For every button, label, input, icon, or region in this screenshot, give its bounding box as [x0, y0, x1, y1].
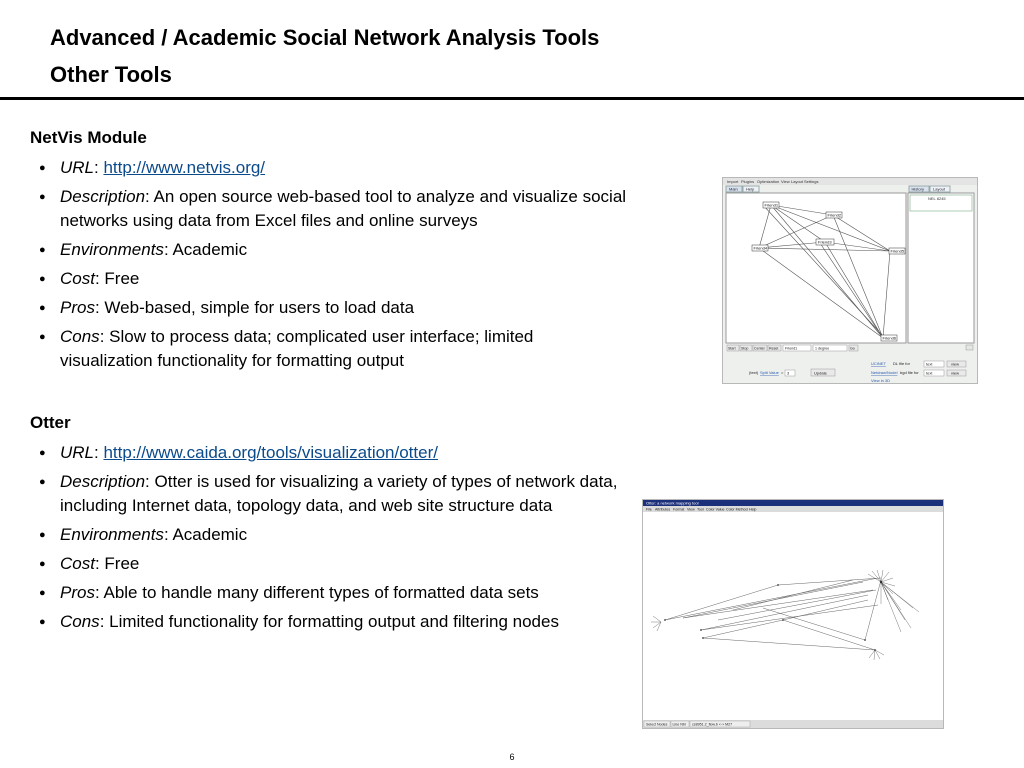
description-text: : Otter is used for visualizing a variety of types of network data, including Internet data, topology data, and web site structure data	[60, 472, 618, 515]
pros-text: : Web-based, simple for users to load data	[94, 298, 415, 317]
split-prefix: (text)	[749, 370, 759, 375]
tab-layout[interactable]: Layout	[933, 186, 946, 192]
split-value-link[interactable]: Split Value	[760, 370, 779, 375]
menu-item[interactable]: Settings	[804, 179, 819, 184]
environments-label: Environments	[60, 240, 164, 259]
menu-item[interactable]: Help	[749, 507, 757, 512]
update-button[interactable]: Update	[814, 370, 827, 376]
netdraw-link[interactable]: Netdraw/Nodel	[871, 370, 898, 375]
url-label: URL	[60, 158, 95, 177]
tab-help[interactable]: Help	[746, 186, 755, 192]
menu-item[interactable]: Color Method	[726, 507, 748, 512]
list-item: ● URL: http://www.caida.org/tools/visualization/otter/	[30, 441, 630, 465]
cons-text: : Limited functionality for formatting output and filtering nodes	[99, 612, 559, 631]
otter-bullet-list	[30, 441, 630, 634]
menu-item[interactable]: View	[781, 179, 790, 184]
menu-item[interactable]: Import	[727, 179, 739, 184]
degree-select[interactable]: 1 degree	[815, 346, 830, 351]
history-item[interactable]: NEL 8245	[928, 196, 946, 201]
menu-item[interactable]: Optimization	[757, 179, 780, 184]
netvis-section	[30, 128, 630, 378]
environments-text: : Academic	[163, 525, 248, 544]
menu-item[interactable]: Format	[673, 507, 685, 512]
list-item: ● URL: http://www.netvis.org/	[30, 156, 630, 180]
description-label: Description	[60, 472, 146, 491]
ucinet-link[interactable]: UCINET	[871, 361, 886, 366]
pros-text: : Able to handle many different types of formatted data sets	[94, 583, 539, 602]
reset-button[interactable]: Reset	[769, 346, 779, 351]
network-node-label: Friend4	[753, 245, 768, 251]
slide-title: Advanced / Academic Social Network Analysis Tools	[50, 25, 600, 50]
cost-text: : Free	[94, 554, 140, 573]
list-item	[30, 185, 630, 233]
cost-label: Cost	[60, 269, 95, 288]
view-button[interactable]: view	[951, 361, 960, 367]
cost-text: : Free	[94, 269, 140, 288]
network-node-label: Friend1	[764, 202, 779, 208]
start-button[interactable]: Start	[728, 346, 736, 351]
list-item	[30, 470, 630, 518]
split-value-select[interactable]: 3	[787, 370, 790, 376]
cons-text: : Slow to process data; complicated user interface; limited visualization functionality for formatting output	[60, 327, 534, 370]
list-item	[30, 523, 630, 547]
menu-item[interactable]: File	[646, 507, 652, 512]
status-mode: Select Nodes	[646, 722, 668, 727]
netvis-screenshot	[722, 177, 978, 384]
section-heading: Otter	[30, 413, 71, 432]
url-label: URL	[60, 443, 95, 462]
export-row-text: bgd file for	[900, 370, 919, 375]
otter-section	[30, 413, 630, 639]
menu-item[interactable]: Color Value	[706, 507, 725, 512]
pros-label: Pros	[60, 298, 95, 317]
list-item	[30, 296, 630, 320]
description-text: : An open source web-based tool to analyze and visualize social networks using data from Excel files and online surveys	[60, 187, 627, 230]
list-item	[30, 267, 630, 291]
network-node-label: Friend5	[890, 248, 905, 254]
menu-item[interactable]: Tool	[697, 507, 704, 512]
node-select[interactable]: Friend1	[785, 346, 798, 351]
environments-label: Environments	[60, 525, 164, 544]
view-button[interactable]: view	[951, 370, 960, 376]
cons-label: Cons	[60, 612, 100, 631]
status-selection: cs8951.2_flow.b <-> M27	[692, 722, 733, 727]
list-item	[30, 581, 630, 605]
menu-item[interactable]: Plugins	[741, 179, 755, 184]
list-item	[30, 552, 630, 576]
otter-window-title: Otter: a network mapping tool	[646, 500, 699, 506]
page-number: 6	[509, 752, 515, 762]
tab-main[interactable]: Main	[729, 186, 738, 192]
pros-label: Pros	[60, 583, 95, 602]
menu-item[interactable]: View	[687, 507, 695, 512]
export-row-text: DL file for	[893, 361, 910, 366]
tab-history[interactable]: History	[911, 186, 924, 192]
slide-subtitle: Other Tools	[50, 62, 172, 87]
stop-button[interactable]: Stop	[741, 346, 749, 351]
network-node-label: Friend6	[882, 335, 897, 341]
title-divider	[0, 97, 1024, 100]
cost-label: Cost	[60, 554, 95, 573]
description-label: Description	[60, 187, 146, 206]
list-item	[30, 610, 630, 634]
go-button[interactable]: Go	[850, 346, 855, 351]
split-equals: =	[781, 370, 784, 375]
network-node-label: Friend3	[818, 239, 832, 245]
format-select[interactable]: text	[926, 361, 933, 367]
otter-url-link[interactable]: http://www.caida.org/tools/visualization/otter/	[103, 443, 438, 462]
menu-item[interactable]: Attributes	[655, 507, 671, 512]
list-item	[30, 325, 630, 373]
netvis-url-link[interactable]: http://www.netvis.org/	[103, 158, 266, 177]
otter-screenshot	[642, 499, 944, 729]
status-line: Line Nbr	[672, 722, 687, 727]
environments-text: : Academic	[163, 240, 248, 259]
netvis-bullet-list	[30, 156, 630, 373]
center-button[interactable]: Center	[754, 346, 765, 351]
menu-item[interactable]: Layout	[791, 179, 804, 184]
format-select[interactable]: text	[926, 370, 933, 376]
network-node-label: Friend2	[827, 212, 842, 218]
view-3d-link[interactable]: View in 3D	[871, 378, 891, 383]
list-item	[30, 238, 630, 262]
section-heading: NetVis Module	[30, 128, 147, 147]
cons-label: Cons	[60, 327, 100, 346]
